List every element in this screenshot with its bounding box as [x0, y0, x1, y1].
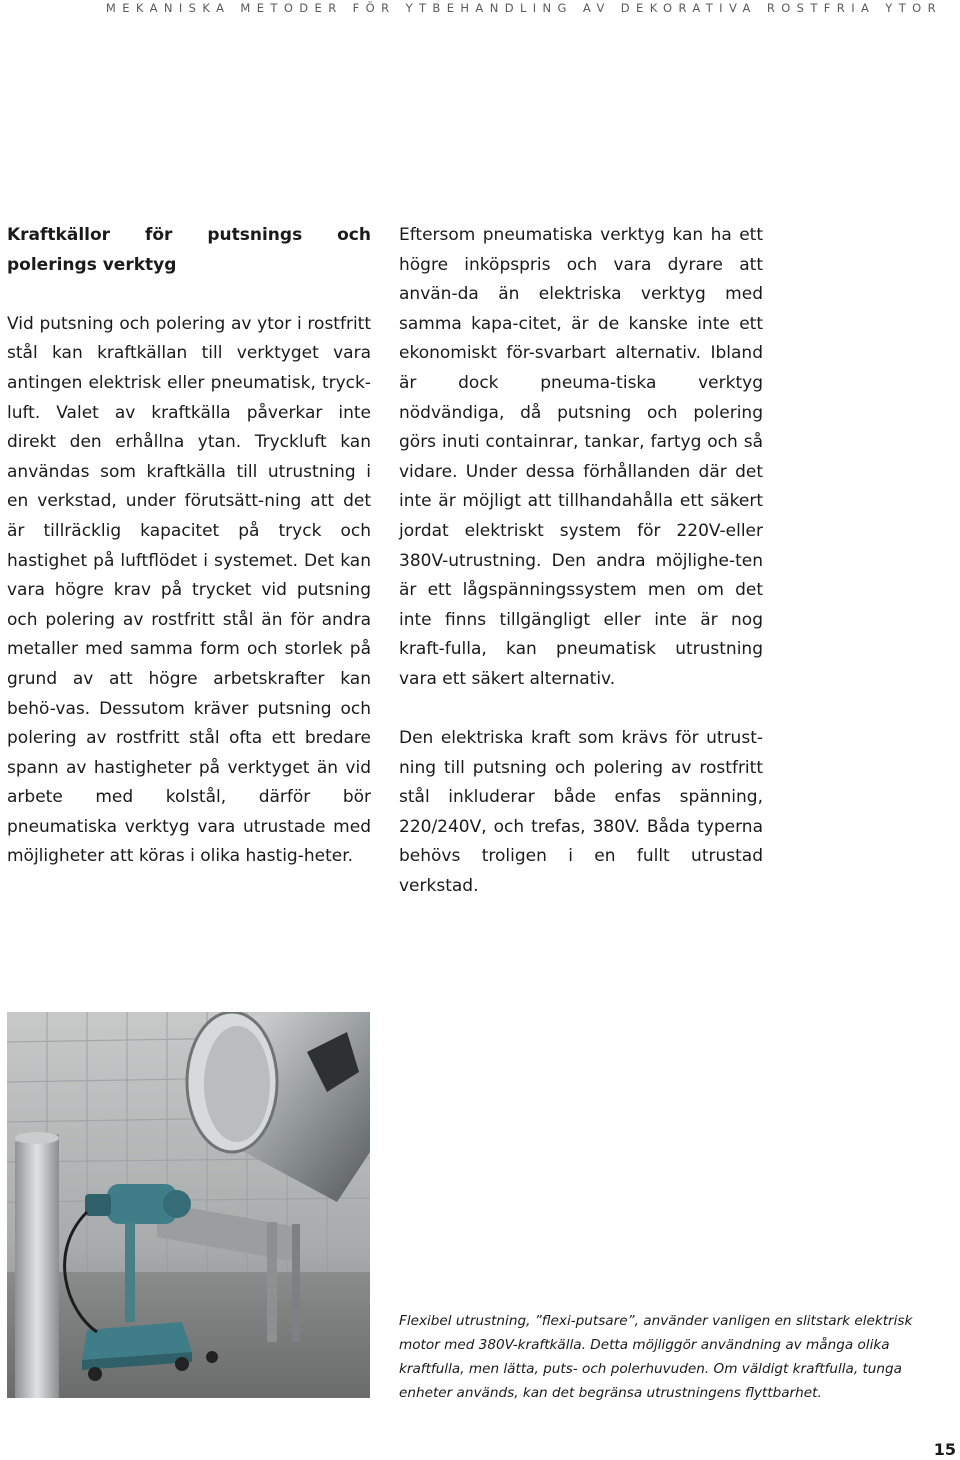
figure-caption: Flexibel utrustning, ”flexi-putsare”, använder vanligen en slitstark elektrisk motor med 380V-kraftkälla. Detta möjliggör användning av många olika kraftfulla, men lätta, puts- och polerhuvuden. Om väldigt kraftfulla, tunga enheter används, kan det begränsa utrustningens flyttbarhet.	[399, 1313, 913, 1401]
body-paragraph: Den elektriska kraft som krävs för utrust-ning till putsning och polering av rostfritt stål inkluderar både enfas spänning, 220/240V, och trefas, 380V. Båda typerna behövs troligen i en fullt utrustad verkstad.	[399, 728, 763, 897]
right-column	[399, 221, 763, 902]
body-paragraph: Eftersom pneumatiska verktyg kan ha ett högre inköpspris och vara dyrare att använ-da än elektriska verktyg med samma kapa-citet, är de kanske inte ett ekonomiskt för-svarbart alternativ. Ibland är dock pneuma-tiska verktyg nödvändiga, då putsning och polering görs inuti containrar, tankar, fartyg och så vidare. Under dessa förhållanden där det inte är möjligt att tillhandahålla ett säkert jordat elektriskt system för 220V-eller 380V-utrustning. Den andra möjlighe-ten är ett lågspänningssystem men om det inte finns tillgängligt eller inte är nog kraft-fulla, kan pneumatisk utrustning vara ett säkert alternativ.	[399, 225, 763, 689]
photo-flexible-polisher-icon	[7, 1012, 370, 1398]
left-column	[7, 221, 371, 872]
paragraph-gap	[399, 695, 763, 725]
section-heading: Kraftkällor för putsnings och polerings verktyg	[7, 225, 371, 275]
body-paragraph: Vid putsning och polering av ytor i rostfritt stål kan kraftkällan till verktyget vara antingen elektrisk eller pneumatisk, tryck-luft. Valet av kraftkälla påverkar inte direkt den erhållna ytan. Tryckluft kan användas som kraftkälla till utrustning i en verkstad, under förutsätt-ning att det är tillräcklig kapacitet på tryck och hastighet på luftflödet i systemet. Det kan vara högre krav på trycket vid putsning och polering av rostfritt stål än för andra metaller med samma form och storlek på grund av att högre arbetskrafter kan behö-vas. Dessutom kräver putsning och polering av rostfritt stål ofta ett bredare spann av hastigheter på verktyget än vid arbete med kolstål, därför bör pneumatiska verktyg vara utrustade med möjligheter att köras i olika hastig-heter.	[7, 313, 371, 867]
running-header: MEKANISKA METODER FÖR YTBEHANDLING AV DEKORATIVA ROSTFRIA YTOR	[105, 1, 942, 15]
page-number: 15	[933, 1440, 956, 1459]
